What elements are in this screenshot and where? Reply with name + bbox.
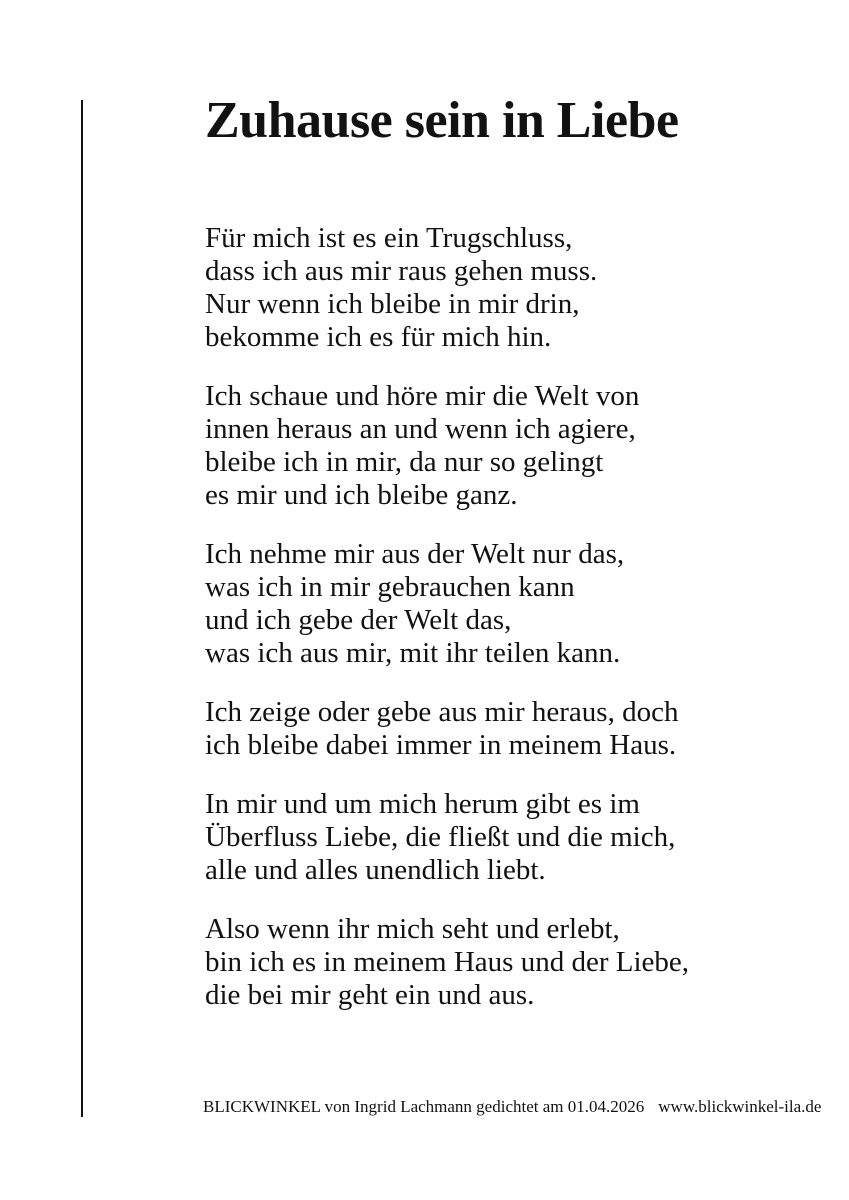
poem-line: es mir und ich bleibe ganz.	[205, 479, 518, 511]
poem-line: bekomme ich es für mich hin.	[205, 321, 552, 353]
poem-line: Also wenn ihr mich seht und erlebt,	[205, 913, 620, 945]
poem-line: In mir und um mich herum gibt es im	[205, 788, 640, 820]
footer	[203, 1097, 821, 1117]
poem-line: innen heraus an und wenn ich agiere,	[205, 413, 636, 445]
poem-stanza	[205, 538, 805, 670]
poem-line: Nur wenn ich bleibe in mir drin,	[205, 288, 580, 320]
poem-stanza	[205, 788, 805, 887]
poem-line: Ich nehme mir aus der Welt nur das,	[205, 538, 625, 570]
poem-line: bleibe ich in mir, da nur so gelingt	[205, 446, 604, 478]
footer-url: www.blickwinkel-ila.de	[658, 1097, 822, 1116]
poem-line: bin ich es in meinem Haus und der Liebe,	[205, 946, 690, 978]
poem-line: und ich gebe der Welt das,	[205, 604, 512, 636]
poem-line: die bei mir geht ein und aus.	[205, 979, 535, 1011]
poem-line: ich bleibe dabei immer in meinem Haus.	[205, 729, 677, 761]
left-margin-rule	[81, 100, 83, 1117]
poem-line: Überfluss Liebe, die fließt und die mich,	[205, 821, 676, 853]
poem-line: was ich aus mir, mit ihr teilen kann.	[205, 637, 621, 669]
poem-line: Für mich ist es ein Trugschluss,	[205, 222, 573, 254]
poem-stanza	[205, 222, 805, 354]
poem-stanza	[205, 696, 805, 762]
footer-credit: BLICKWINKEL von Ingrid Lachmann gedichtet am 01.04.2026	[203, 1097, 645, 1116]
poem-line: dass ich aus mir raus gehen muss.	[205, 255, 598, 287]
poem-stanza	[205, 380, 805, 512]
poem-line: alle und alles unendlich liebt.	[205, 854, 546, 886]
poem-title: Zuhause sein in Liebe	[205, 92, 679, 149]
poem-line: Ich zeige oder gebe aus mir heraus, doch	[205, 696, 679, 728]
poem-body	[205, 222, 805, 1038]
poem-line: was ich in mir gebrauchen kann	[205, 571, 575, 603]
poem-line: Ich schaue und höre mir die Welt von	[205, 380, 640, 412]
poem-stanza	[205, 913, 805, 1012]
